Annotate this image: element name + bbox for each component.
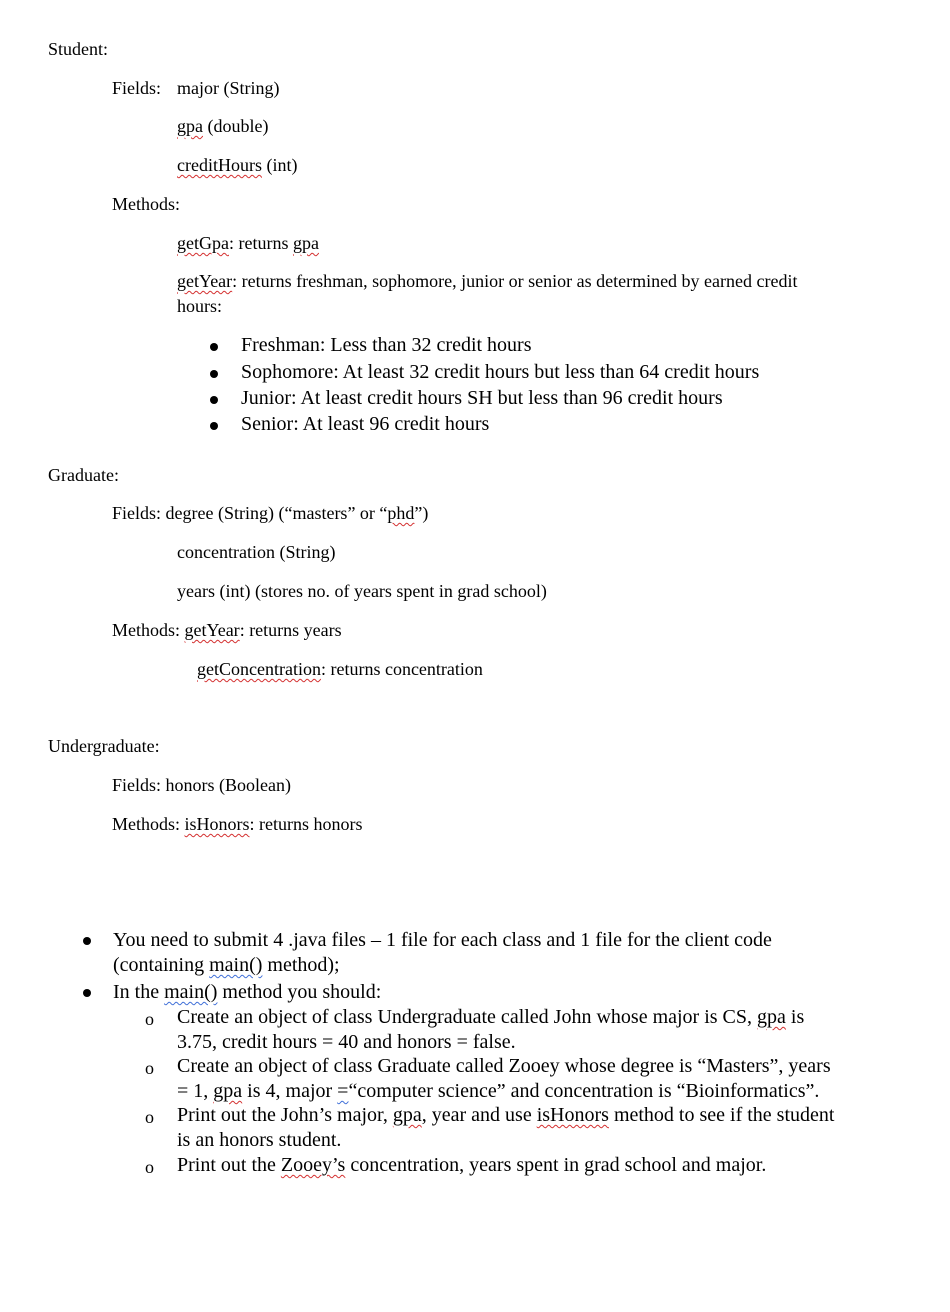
instruction-create-zooey-cont: = 1, gpa is 4, major =“computer science” and concentration is “Bioinformatics”. (177, 1080, 820, 1102)
undergraduate-field-honors: Fields: honors (Boolean) (112, 775, 291, 795)
instruction-create-zooey: Create an object of class Graduate called Zooey whose degree is “Masters”, years (177, 1055, 831, 1077)
student-method-getyear-cont: hours: (177, 296, 222, 316)
student-heading: Student: (48, 39, 109, 59)
student-field-gpa: gpa (double) (177, 116, 269, 136)
student-method-getyear: getYear: returns freshman, sophomore, junior or senior as determined by earned credit (177, 271, 798, 291)
sub-bullet-marker: o (145, 1157, 154, 1177)
instruction-print-john: Print out the John’s major, gpa, year and use isHonors method to see if the student (177, 1104, 835, 1126)
student-field-credithours: creditHours (int) (177, 155, 298, 175)
instruction-create-john-cont: 3.75, credit hours = 40 and honors = false. (177, 1031, 516, 1053)
sub-bullet-marker: o (145, 1058, 154, 1078)
student-fields-label: Fields: (112, 78, 162, 98)
instruction-main: In the main() method you should: (113, 981, 382, 1003)
bullet-dot (210, 422, 218, 430)
undergraduate-heading: Undergraduate: (48, 736, 160, 756)
sub-bullet-marker: o (145, 1107, 154, 1127)
graduate-field-years: years (int) (stores no. of years spent in grad school) (177, 581, 547, 601)
student-methods-label: Methods: (112, 194, 181, 214)
year-bullet-junior: Junior: At least credit hours SH but less than 96 credit hours (241, 387, 723, 409)
year-bullet-freshman: Freshman: Less than 32 credit hours (241, 334, 532, 356)
graduate-heading: Graduate: (48, 465, 119, 485)
instruction-print-zooey: Print out the Zooey’s concentration, years spent in grad school and major. (177, 1154, 767, 1176)
instruction-create-john: Create an object of class Undergraduate called John whose major is CS, gpa is (177, 1006, 805, 1028)
graduate-field-concentration: concentration (String) (177, 542, 336, 562)
graduate-method-getconcentration: getConcentration: returns concentration (197, 659, 483, 679)
student-method-getgpa: getGpa: returns gpa (177, 233, 319, 253)
student-field-major: major (String) (177, 78, 280, 98)
instruction-submit: You need to submit 4 .java files – 1 file for each class and 1 file for the client code (113, 929, 772, 951)
year-bullet-senior: Senior: At least 96 credit hours (241, 413, 490, 435)
bullet-dot (210, 370, 218, 378)
bullet-dot (83, 937, 91, 945)
bullet-dot (210, 343, 218, 351)
graduate-field-degree: Fields: degree (String) (“masters” or “phd”) (112, 503, 429, 523)
undergraduate-method-ishonors: Methods: isHonors: returns honors (112, 814, 363, 834)
instruction-submit-cont: (containing main() method); (113, 954, 340, 976)
sub-bullet-marker: o (145, 1009, 154, 1029)
instruction-print-john-cont: is an honors student. (177, 1129, 342, 1151)
bullet-dot (210, 396, 218, 404)
bullet-dot (83, 989, 91, 997)
graduate-method-getyear: Methods: getYear: returns years (112, 620, 342, 640)
year-bullet-sophomore: Sophomore: At least 32 credit hours but less than 64 credit hours (241, 361, 760, 383)
